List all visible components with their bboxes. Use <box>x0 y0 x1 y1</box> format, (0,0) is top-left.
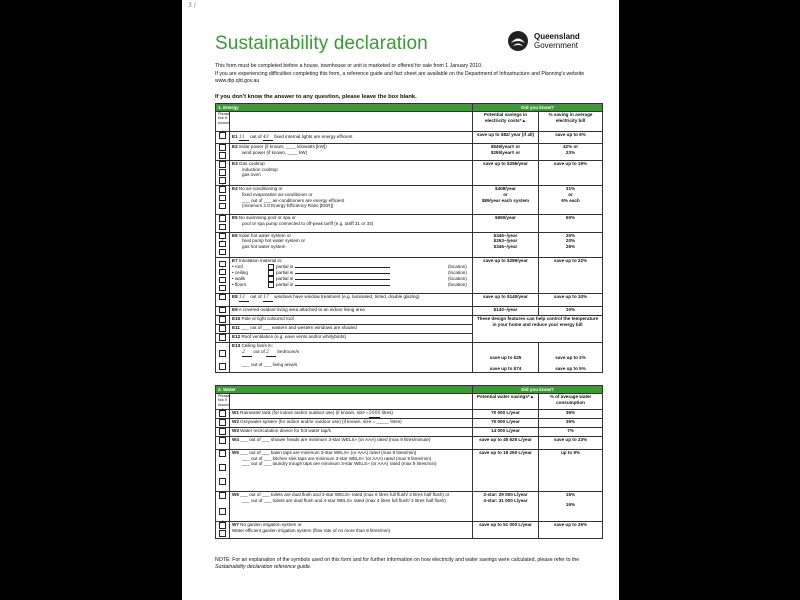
row-text: litres) <box>381 410 393 415</box>
intro-line-2: If you are experiencing difficulties completing this form, a reference guide and fact sheet are available on the Department of Infrastructure and Planning's website www.dip.qld.gov.au <box>215 70 585 84</box>
table-row <box>216 232 603 257</box>
e6-gas-checkbox[interactable] <box>219 249 226 256</box>
row-text: • roof <box>232 263 243 269</box>
table-row <box>216 428 603 437</box>
row-text: ___ out of ___ basin taps are minimum 3-star WELS» (or AAA) rated (max 9 litres/min) <box>240 450 417 456</box>
e1-checkbox[interactable] <box>219 132 226 139</box>
w6-pct-3star: 15% <box>565 492 576 498</box>
e8-pct: save up to 10% <box>539 293 603 306</box>
row-text: out of <box>253 348 265 354</box>
logo-line-2: Government <box>534 41 579 50</box>
e2-pct-solar: 42% or <box>562 144 579 149</box>
e13-count-field[interactable]: 2 <box>242 350 252 357</box>
row-text: ___ out of ___ eastern and western windows are shaded <box>241 325 357 331</box>
e8-total-field[interactable]: 17 <box>263 295 273 302</box>
row-code: E12 <box>232 334 241 340</box>
declaration-form-page <box>182 0 619 600</box>
row-text: heat pump hot water system or <box>242 238 306 244</box>
table-row <box>216 492 603 522</box>
w6-saving-3star: 3-star: 29 000 L/year <box>483 492 528 498</box>
e4-efficient-checkbox[interactable] <box>219 203 226 210</box>
e13-pct-bedroom: save up to 2% <box>555 355 586 361</box>
row-text: No swimming pool or spa or <box>238 215 296 221</box>
row-text: ___ out of ___ toilets are dual flush and 4-star WELS» rated (max 4 litres full flush/ 3 litres half flush) <box>242 497 446 503</box>
e6-pct-gas: 26% <box>565 243 576 249</box>
note-text: NOTE: For an explanation of the symbols used on this form and for further information on how electricity and water savings were calculated, please refer to the <box>215 557 580 563</box>
intro-line-1: This form must be completed before a house, townhouse or unit is marketed or offered for sale from 1 January 2010. <box>215 63 483 69</box>
table-row <box>216 144 603 161</box>
row-text: or <box>568 192 573 198</box>
row-text: (location) <box>448 269 467 275</box>
w6-pct-4star: 16% <box>565 501 576 507</box>
w7-pct: save up to 26% <box>539 522 603 539</box>
row-text: ___ out of ___ kitchen sink taps are minimum 3-star WELS» (or AAA) rated (max 9 litres/min) <box>242 455 432 461</box>
water-section-label: 2. Water <box>216 386 473 394</box>
water-col-pct: % of average water consumption <box>539 394 603 410</box>
w3-checkbox[interactable] <box>219 428 226 435</box>
w3-pct: 7% <box>539 428 603 437</box>
table-row <box>216 410 603 419</box>
e13-saving-bedroom: save up to $25 <box>489 355 522 361</box>
e1-pct: save up to 6% <box>539 132 603 144</box>
energy-please-tick: Please tick if known <box>216 112 230 132</box>
row-text: ___ out of ___ shower heads are minimum 3-star WELS» (or AAA) rated (max 9 litres/minute) <box>240 437 431 443</box>
row-code: W6 <box>232 492 239 498</box>
row-text: wind power (if known, ____ kW) <box>242 149 308 155</box>
e2-pct-wind: 23% <box>565 149 576 155</box>
table-row <box>216 522 603 539</box>
row-text: Solar power (if known, ____ kilowatts [kW]) <box>238 144 327 149</box>
row-text: ___ out of ___ laundry trough taps are minimum 3-star WELS» (or AAA) rated (max 9 litres/min) <box>242 461 437 467</box>
energy-did-you-know: Did you know? <box>473 104 603 112</box>
logo-wordmark <box>534 32 580 50</box>
energy-column-header <box>216 112 603 132</box>
e13-saving-living: save up to $74 <box>489 365 522 371</box>
e7-ceiling-checkbox[interactable] <box>219 269 226 276</box>
logo-line-1: Queensland <box>534 32 580 41</box>
e6-saving-solar: $346~/year <box>493 232 518 238</box>
w5-basin-checkbox[interactable] <box>219 450 226 457</box>
e3-saving: save up to $256/year <box>473 161 539 186</box>
table-row <box>216 257 603 293</box>
row-code: W7 <box>232 522 239 528</box>
e12-checkbox[interactable] <box>219 334 226 341</box>
e4-pct: 31% <box>565 186 576 192</box>
row-text: No air-conditioning or <box>238 186 283 192</box>
partial-checkbox[interactable] <box>268 282 274 288</box>
row-text: induction cooktop <box>242 166 278 172</box>
row-code: W3 <box>232 428 239 434</box>
instruction-text: If you don't know the answer to any question, please leave the box blank. <box>215 94 417 100</box>
e4-evaporative-checkbox[interactable] <box>219 195 226 202</box>
design-features-note: These design features can help control the temperature in your home and reduce your energy bill <box>473 316 603 343</box>
row-code: W1 <box>232 410 239 415</box>
water-did-you-know: Did you know? <box>473 386 603 394</box>
e9-saving: $140~/year <box>473 306 539 315</box>
e6-heat-pump-checkbox[interactable] <box>219 241 226 248</box>
row-text: (location) <box>448 263 467 269</box>
page-title: Sustainability declaration <box>215 33 428 54</box>
e7-pct: save up to 22% <box>539 257 603 293</box>
row-text: A covered outdoor living area attached to an indoor living area <box>238 306 365 312</box>
table-row <box>216 450 603 492</box>
e2-saving-wind: $295/year# or <box>490 149 521 155</box>
row-text: (location) <box>448 275 467 281</box>
footer-note <box>215 557 600 571</box>
e8-checkbox[interactable] <box>219 294 226 301</box>
row-text: No garden irrigation system or <box>240 522 302 528</box>
row-text: windows have window treatment (e.g. laminated, tinted, double glazing) <box>274 293 420 299</box>
row-code: W2 <box>232 419 239 425</box>
w7-no-irrigation-checkbox[interactable] <box>219 522 226 529</box>
table-row <box>216 437 603 450</box>
row-code: E9 <box>232 306 238 312</box>
w2-checkbox[interactable] <box>219 419 226 426</box>
w7-efficient-irrigation-checkbox[interactable] <box>219 530 226 537</box>
e4-no-ac-checkbox[interactable] <box>219 186 226 193</box>
insulation-row-floors <box>232 282 470 288</box>
row-text: fixed internal lights are energy efficient <box>274 133 353 139</box>
table-row <box>216 343 603 372</box>
row-text: partial in <box>276 263 294 269</box>
row-code: E7 <box>232 257 238 263</box>
e6-saving-heat-pump: $263~/year <box>493 238 518 244</box>
row-text: Water efficient garden irrigation system (flow rate of no more than 9 litres/min) <box>232 527 391 533</box>
e6-pct-solar: 26% <box>565 232 576 238</box>
e2-solar-checkbox[interactable] <box>219 144 226 151</box>
w2-saving: 70 000 L/year <box>473 419 539 428</box>
row-code: E10 <box>232 316 241 322</box>
row-text: Gas cooktop <box>238 161 265 167</box>
e8-saving: save up to $140/year <box>473 293 539 306</box>
energy-table <box>215 103 603 373</box>
energy-section-label: 1. Energy <box>216 104 473 112</box>
table-row <box>216 293 603 306</box>
water-column-header <box>216 394 603 410</box>
reference-guide-title: Sustainability declaration reference guide <box>215 564 310 570</box>
row-text: partial in <box>276 269 294 275</box>
row-text: gas oven <box>242 172 261 178</box>
row-code: E8 <box>232 293 238 299</box>
table-row <box>216 186 603 215</box>
w1-checkbox[interactable] <box>219 410 226 417</box>
row-text: Rainwater tank (for indoor and/or outdoor use) (if known, size = <box>240 410 369 415</box>
e3-gas-cooktop-checkbox[interactable] <box>219 161 226 168</box>
row-text: out of <box>250 133 262 139</box>
w1-pct: 36% <box>539 410 603 419</box>
row-text: fixed evaporative air-conditioner or <box>242 192 313 198</box>
e5-offpeak-checkbox[interactable] <box>219 224 226 231</box>
row-text: ___ out of ___ living area/s <box>242 361 298 367</box>
energy-section-header <box>216 104 603 112</box>
row-code: E2 <box>232 144 238 149</box>
e10-checkbox[interactable] <box>219 316 226 323</box>
e5-saving: $650/year <box>473 215 539 232</box>
water-table <box>215 385 603 539</box>
e1-saving: save up to $82/ year (if all) <box>473 132 539 144</box>
row-text: partial in <box>276 275 294 281</box>
table-row <box>216 316 603 325</box>
e4-pct-each: 6% each <box>561 197 580 203</box>
w5-pct: up to 9% <box>539 450 603 492</box>
row-text: • ceiling <box>232 269 248 275</box>
row-text: (location) <box>448 281 467 287</box>
row-code: E4 <box>232 186 238 192</box>
row-text: bedroom/s <box>277 348 300 354</box>
table-row <box>216 161 603 186</box>
e2-saving-solar: $546/year# or <box>490 144 521 149</box>
e5-pct: 50% <box>539 215 603 232</box>
e5-no-pool-checkbox[interactable] <box>219 215 226 222</box>
row-code: E6 <box>232 232 238 238</box>
corner-handwriting: 3 / <box>188 2 196 9</box>
row-text: ___ out of ___ air-conditioners are energy efficient <box>242 197 345 203</box>
e6-saving-gas: $346~/year <box>493 243 518 249</box>
row-code: W5 <box>232 450 239 456</box>
table-row <box>216 306 603 315</box>
location-field[interactable] <box>295 273 390 274</box>
e1-count-field[interactable]: 11 <box>239 135 249 142</box>
w5-kitchen-checkbox[interactable] <box>219 464 226 471</box>
row-text: Solar hot water system or <box>238 232 291 238</box>
e13-total-field[interactable]: 2 <box>266 350 276 357</box>
row-text: Greywater system (for indoor and/or outdoor use) (if known, size = _____ litres) <box>240 419 402 425</box>
row-text: or <box>503 192 508 198</box>
w3-saving: 14 000 L/year <box>473 428 539 437</box>
row-text: Ceiling fan/s in: <box>241 343 273 349</box>
e13-living-checkbox[interactable] <box>219 363 226 370</box>
e8-count-field[interactable]: 13 <box>239 295 249 302</box>
e7-walls-checkbox[interactable] <box>219 277 226 284</box>
e3-induction-checkbox[interactable] <box>219 169 226 176</box>
row-code: E1 <box>232 133 238 139</box>
w6-saving-4star: 4-star: 31 000 L/year <box>483 497 528 503</box>
row-text: Water recirculation device for hot water tap/s <box>240 428 331 434</box>
e6-pct-heat-pump: 20% <box>565 238 576 244</box>
e13-bedroom-checkbox[interactable] <box>219 350 226 357</box>
location-field[interactable] <box>295 267 390 268</box>
row-text: Roof ventilation (e.g. eave vents and/or whirlybirds) <box>241 334 346 340</box>
table-row <box>216 215 603 232</box>
row-code: W4 <box>232 437 239 443</box>
table-row <box>216 419 603 428</box>
e1-total-field[interactable]: 43 <box>263 135 273 142</box>
location-field[interactable] <box>295 285 390 286</box>
row-code: E11 <box>232 325 240 331</box>
row-text: gas hot water system <box>242 243 286 249</box>
row-text: partial in <box>276 281 294 287</box>
w5-saving: save up to 18 250 L/year <box>473 450 539 492</box>
w1-saving: 70 000 L/year <box>473 410 539 419</box>
row-text: Pale or light coloured roof <box>241 316 294 322</box>
w6-4star-checkbox[interactable] <box>219 508 226 515</box>
location-field[interactable] <box>295 279 390 280</box>
e11-checkbox[interactable] <box>219 325 226 332</box>
water-please-tick: Please tick if known <box>216 394 230 410</box>
row-code: E13 <box>232 343 241 349</box>
row-text: pool or spa pump connected to off-peak tariff (e.g. tariff 31 or 33) <box>242 221 374 227</box>
water-col-saving: Potential water savings*▲ <box>473 394 539 410</box>
w4-checkbox[interactable] <box>219 437 226 444</box>
row-text: Insulation material in: <box>238 257 283 263</box>
e2-wind-checkbox[interactable] <box>219 152 226 159</box>
intro-text <box>215 63 600 86</box>
row-text: out of <box>250 293 262 299</box>
water-section-header <box>216 386 603 394</box>
w4-pct: save up to 23% <box>539 437 603 450</box>
row-text: • walls <box>232 275 246 281</box>
row-text: (minimum 2.0 Energy Efficiency Ratio [EER]) <box>242 203 334 209</box>
w1-size-field[interactable]: 5000 <box>368 411 381 416</box>
table-row <box>216 132 603 144</box>
e3-pct: save up to 19% <box>539 161 603 186</box>
w7-saving: save up to 51 000 L/year <box>473 522 539 539</box>
e7-saving: save up to $289/year <box>473 257 539 293</box>
e9-checkbox[interactable] <box>219 307 226 314</box>
w6-3star-checkbox[interactable] <box>219 492 226 499</box>
row-text: • floors <box>232 281 247 287</box>
e13-pct-living: save up to 5% <box>555 365 586 371</box>
energy-col-saving: Potential savings in electricity costs*▲ <box>473 112 539 132</box>
e4-saving-each: $89/year each system <box>481 197 530 203</box>
note-end: . <box>309 564 312 570</box>
w5-laundry-checkbox[interactable] <box>219 478 226 485</box>
e9-pct: 10% <box>539 306 603 315</box>
e4-saving: $408/year <box>495 186 516 192</box>
w4-saving: save up to 45 625 L/year <box>473 437 539 450</box>
row-code: E3 <box>232 161 238 167</box>
row-code: E5 <box>232 215 238 221</box>
energy-col-pct: % saving in average electricity bill <box>539 112 603 132</box>
row-text: ___ out of ___ toilets are dual flush and 3-star WELS» rated (max 6 litres full flush/ 3 litres half flush) or <box>240 492 450 498</box>
w2-pct: 36% <box>539 419 603 428</box>
